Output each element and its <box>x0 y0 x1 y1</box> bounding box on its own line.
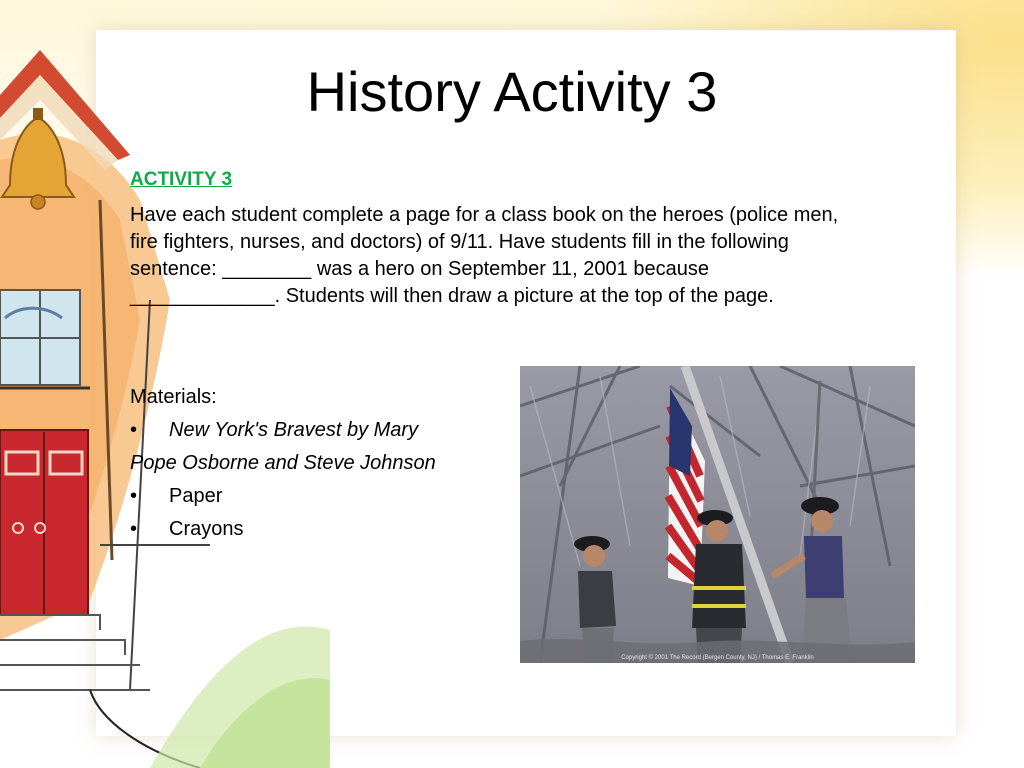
door-illustration <box>0 430 88 615</box>
window-illustration <box>0 290 90 388</box>
activity-heading: ACTIVITY 3 <box>130 169 233 190</box>
list-item <box>130 513 510 546</box>
description-line: sentence: ________ was a hero on September 11, 2001 because <box>130 258 709 280</box>
book-title-line2: Pope Osborne and Steve Johnson <box>130 452 436 474</box>
activity-description <box>130 202 950 310</box>
slide-title: History Activity 3 <box>306 60 718 123</box>
book-title-line1: New York's Bravest by Mary <box>169 419 419 441</box>
materials-list <box>130 381 510 546</box>
list-item <box>130 414 510 447</box>
materials-label: Materials: <box>130 386 217 408</box>
description-line: Have each student complete a page for a class book on the heroes (police men, <box>130 204 839 226</box>
bullet: • <box>130 485 138 507</box>
list-item <box>130 480 510 513</box>
bullet: • <box>130 518 138 540</box>
bullet: • <box>130 419 138 441</box>
photo-credit: Copyright © 2001 The Record (Bergen County, NJ) / Thomas E. Franklin <box>621 655 814 661</box>
material-paper: Paper <box>169 485 223 507</box>
firefighters-flag-photo <box>520 366 915 663</box>
description-line: fire fighters, nurses, and doctors) of 9/11. Have students fill in the following <box>130 231 789 253</box>
description-line: _____________. Students will then draw a picture at the top of the page. <box>130 285 774 307</box>
material-crayons: Crayons <box>169 518 244 540</box>
